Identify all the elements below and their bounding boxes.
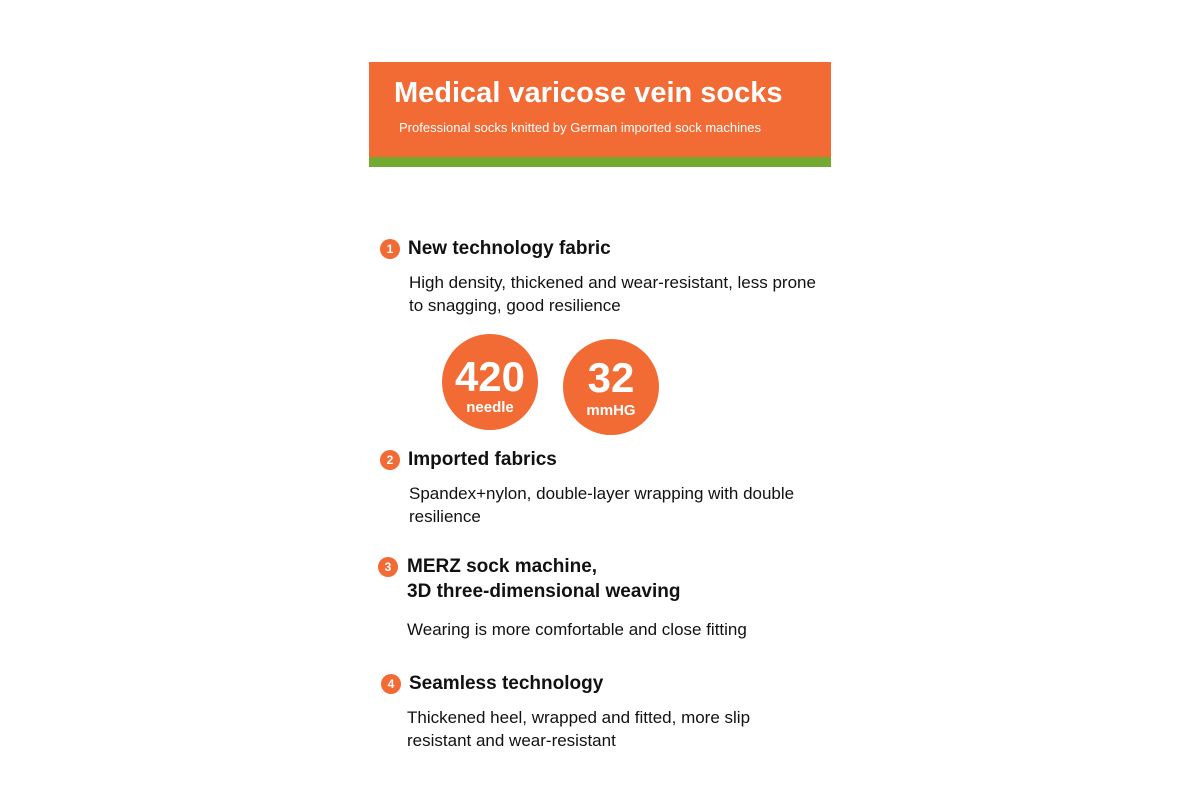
title-banner <box>369 62 831 167</box>
feature-heading-3-line-2: 3D three-dimensional weaving <box>407 581 681 602</box>
feature-number-badge-2: 2 <box>380 450 400 470</box>
stat-needle-circle <box>442 334 538 430</box>
feature-description-1: High density, thickened and wear-resistant, less prone to snagging, good resilience <box>409 273 816 315</box>
banner-subtitle: Professional socks knitted by German imported sock machines <box>399 120 761 135</box>
feature-heading-1: New technology fabric <box>408 238 611 259</box>
feature-heading-3-line-1: MERZ sock machine, <box>407 556 598 577</box>
stat-needle-unit: needle <box>466 399 514 416</box>
stat-needle-value: 420 <box>454 353 526 400</box>
stat-pressure-unit: mmHG <box>586 402 636 419</box>
feature-heading-4: Seamless technology <box>409 673 604 694</box>
feature-description-4: Thickened heel, wrapped and fitted, more slip resistant and wear-resistant <box>407 708 751 750</box>
feature-number-badge-4: 4 <box>381 674 401 694</box>
stat-pressure-value: 32 <box>587 354 635 401</box>
banner-title: Medical varicose vein socks <box>394 77 783 109</box>
feature-number-badge-1: 1 <box>380 239 400 259</box>
feature-description-3: Wearing is more comfortable and close fitting <box>407 620 747 639</box>
feature-number-badge-3: 3 <box>378 557 398 577</box>
feature-description-2: Spandex+nylon, double-layer wrapping with double resilience <box>409 484 795 526</box>
stat-pressure-circle <box>563 339 659 435</box>
feature-heading-2: Imported fabrics <box>408 449 557 470</box>
